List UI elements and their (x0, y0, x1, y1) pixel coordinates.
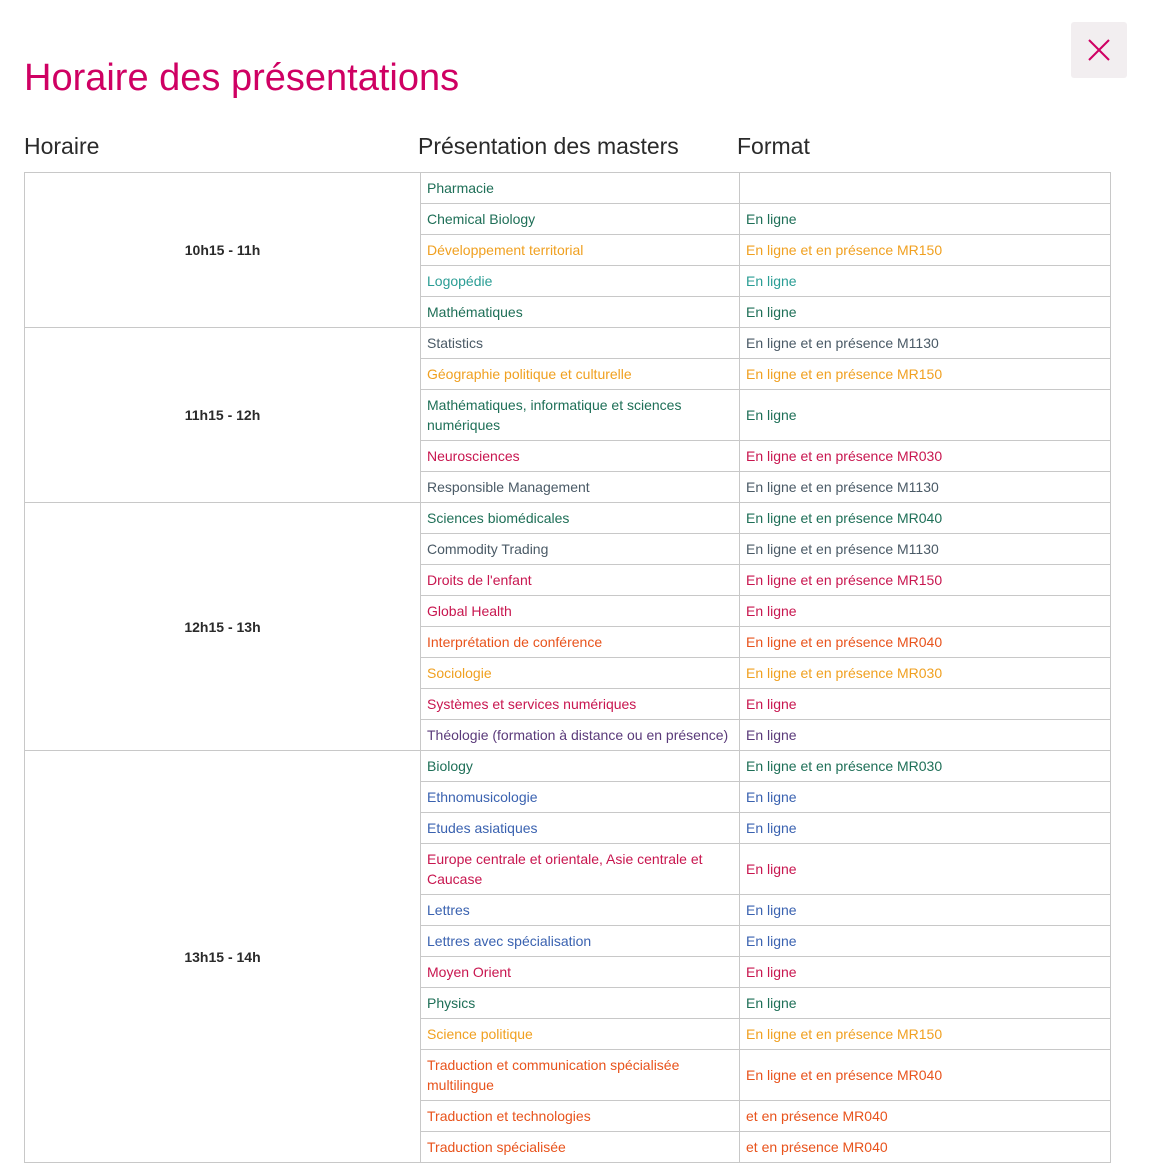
format-cell: En ligne et en présence MR030 (740, 441, 1111, 472)
format-cell: En ligne et en présence M1130 (740, 534, 1111, 565)
master-name-cell: Biology (421, 751, 740, 782)
format-cell: En ligne (740, 689, 1111, 720)
format-cell: En ligne (740, 926, 1111, 957)
format-cell: En ligne et en présence MR150 (740, 235, 1111, 266)
format-cell: En ligne et en présence MR150 (740, 1019, 1111, 1050)
format-cell: En ligne et en présence MR040 (740, 1050, 1111, 1101)
master-name-cell: Commodity Trading (421, 534, 740, 565)
format-cell: En ligne et en présence MR040 (740, 503, 1111, 534)
time-slot-cell: 11h15 - 12h (25, 328, 421, 503)
column-header-time: Horaire (24, 133, 100, 159)
master-name-cell: Statistics (421, 328, 740, 359)
format-cell: et en présence MR040 (740, 1101, 1111, 1132)
master-name-cell: Droits de l'enfant (421, 565, 740, 596)
format-cell: En ligne (740, 390, 1111, 441)
format-cell: En ligne (740, 720, 1111, 751)
master-name-cell: Sciences biomédicales (421, 503, 740, 534)
master-name-cell: Pharmacie (421, 173, 740, 204)
master-name-cell: Mathématiques (421, 297, 740, 328)
format-cell: En ligne (740, 297, 1111, 328)
master-name-cell: Ethnomusicologie (421, 782, 740, 813)
master-name-cell: Responsible Management (421, 472, 740, 503)
master-name-cell: Interprétation de conférence (421, 627, 740, 658)
format-cell: En ligne (740, 957, 1111, 988)
format-cell: En ligne et en présence MR150 (740, 359, 1111, 390)
table-row (25, 751, 1111, 782)
format-cell: En ligne et en présence MR030 (740, 751, 1111, 782)
format-cell: En ligne et en présence M1130 (740, 328, 1111, 359)
page-title: Horaire des présentations (24, 57, 460, 99)
format-cell: En ligne et en présence MR150 (740, 565, 1111, 596)
table-row (25, 328, 1111, 359)
format-cell: En ligne (740, 895, 1111, 926)
time-slot-cell: 12h15 - 13h (25, 503, 421, 751)
master-name-cell: Traduction et technologies (421, 1101, 740, 1132)
format-cell: En ligne (740, 204, 1111, 235)
table-row (25, 173, 1111, 204)
master-name-cell: Physics (421, 988, 740, 1019)
format-cell: En ligne (740, 266, 1111, 297)
format-cell: En ligne et en présence M1130 (740, 472, 1111, 503)
format-cell: En ligne et en présence MR040 (740, 627, 1111, 658)
master-name-cell: Théologie (formation à distance ou en présence) (421, 720, 740, 751)
master-name-cell: Traduction spécialisée (421, 1132, 740, 1163)
master-name-cell: Logopédie (421, 266, 740, 297)
schedule-body (25, 173, 1111, 1163)
master-name-cell: Science politique (421, 1019, 740, 1050)
format-cell: En ligne (740, 596, 1111, 627)
schedule-table (24, 172, 1111, 1163)
master-name-cell: Développement territorial (421, 235, 740, 266)
format-cell: En ligne (740, 782, 1111, 813)
table-row (25, 503, 1111, 534)
master-name-cell: Moyen Orient (421, 957, 740, 988)
format-cell: En ligne (740, 813, 1111, 844)
master-name-cell: Systèmes et services numériques (421, 689, 740, 720)
close-icon (1088, 39, 1110, 61)
master-name-cell: Traduction et communication spécialisée multilingue (421, 1050, 740, 1101)
format-cell: En ligne (740, 988, 1111, 1019)
master-name-cell: Sociologie (421, 658, 740, 689)
format-cell: En ligne (740, 844, 1111, 895)
column-header-format: Format (737, 133, 810, 159)
master-name-cell: Lettres avec spécialisation (421, 926, 740, 957)
master-name-cell: Chemical Biology (421, 204, 740, 235)
master-name-cell: Europe centrale et orientale, Asie centrale et Caucase (421, 844, 740, 895)
format-cell (740, 173, 1111, 204)
time-slot-cell: 10h15 - 11h (25, 173, 421, 328)
time-slot-cell: 13h15 - 14h (25, 751, 421, 1163)
master-name-cell: Lettres (421, 895, 740, 926)
close-button[interactable] (1071, 22, 1127, 78)
master-name-cell: Mathématiques, informatique et sciences numériques (421, 390, 740, 441)
master-name-cell: Global Health (421, 596, 740, 627)
format-cell: En ligne et en présence MR030 (740, 658, 1111, 689)
master-name-cell: Neurosciences (421, 441, 740, 472)
master-name-cell: Géographie politique et culturelle (421, 359, 740, 390)
master-name-cell: Etudes asiatiques (421, 813, 740, 844)
format-cell: et en présence MR040 (740, 1132, 1111, 1163)
column-header-master: Présentation des masters (418, 133, 679, 159)
